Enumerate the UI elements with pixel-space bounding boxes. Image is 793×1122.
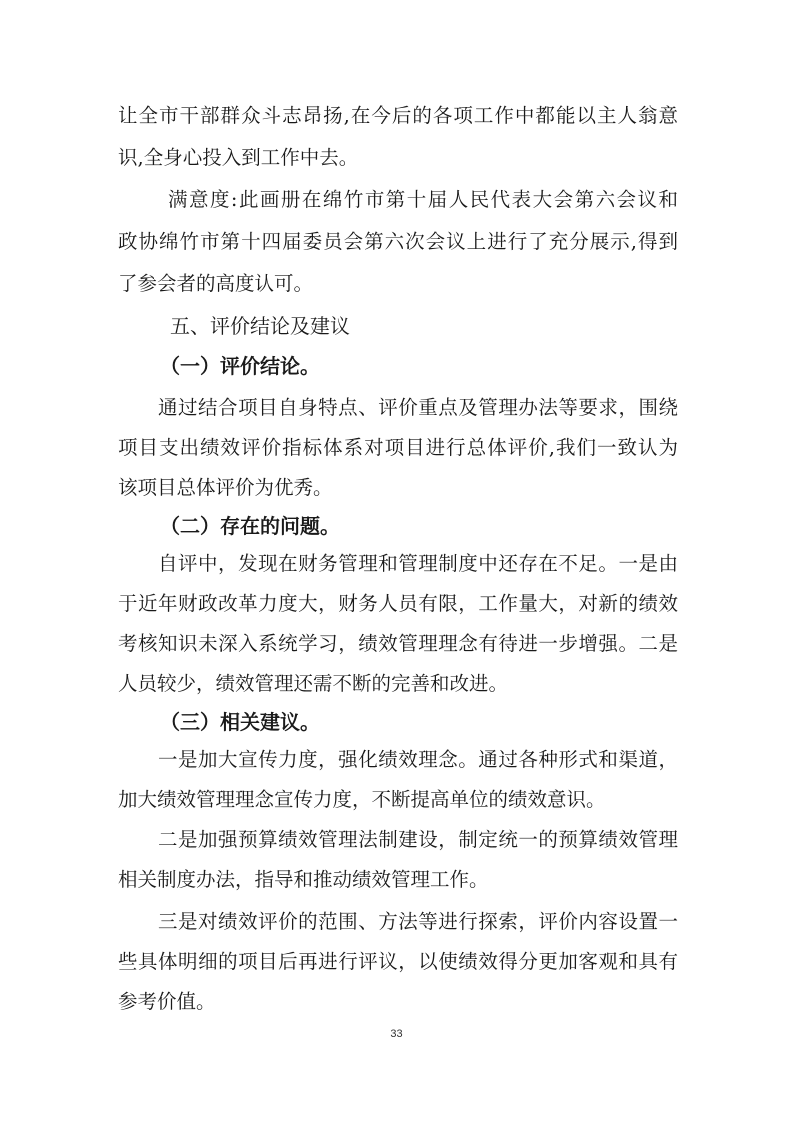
paragraph-line: 相关制度办法，指导和推动绩效管理工作。 [118, 868, 489, 891]
paragraph-line: 满意度:此画册在绵竹市第十届人民代表大会第六会议和 [168, 188, 678, 211]
paragraph-line: 识,全身心投入到工作中去。 [118, 146, 359, 169]
paragraph-line: 了参会者的高度认可。 [118, 272, 314, 295]
paragraph-line: 一是加大宣传力度，强化绩效理念。通过各种形式和渠道， [158, 748, 678, 771]
paragraph-line: 人员较少，绩效管理还需不断的完善和改进。 [118, 672, 509, 695]
section-heading: 五、评价结论及建议 [170, 314, 350, 338]
paragraph-line: 让全市干部群众斗志昂扬,在今后的各项工作中都能以主人翁意 [118, 104, 678, 127]
paragraph-line: 些具体明细的项目后再进行评议，以使绩效得分更加客观和具有 [118, 950, 678, 973]
paragraph-line: 参考价值。 [118, 990, 216, 1013]
paragraph-line: 加大绩效管理理念宣传力度，不断提高单位的绩效意识。 [118, 788, 606, 811]
subsection-heading: （一）评价结论。 [160, 354, 320, 378]
paragraph-line: 该项目总体评价为优秀。 [118, 476, 333, 499]
subsection-heading: （二）存在的问题。 [160, 514, 340, 538]
subsection-heading: （三）相关建议。 [160, 710, 320, 734]
paragraph-line: 考核知识未深入系统学习，绩效管理理念有待进一步增强。二是 [118, 632, 678, 655]
paragraph-line: 政协绵竹市第十四届委员会第六次会议上进行了充分展示,得到 [118, 230, 678, 253]
paragraph-line: 自评中，发现在财务管理和管理制度中还存在不足。一是由 [158, 552, 678, 575]
paragraph-line: 通过结合项目自身特点、评价重点及管理办法等要求，围绕 [158, 396, 678, 419]
paragraph-line: 于近年财政改革力度大，财务人员有限，工作量大，对新的绩效 [118, 592, 678, 615]
page-number: 33 [390, 1028, 403, 1040]
paragraph-line: 二是加强预算绩效管理法制建设，制定统一的预算绩效管理 [158, 828, 678, 851]
paragraph-line: 三是对绩效评价的范围、方法等进行探索，评价内容设置一 [158, 910, 678, 933]
paragraph-line: 项目支出绩效评价指标体系对项目进行总体评价,我们一致认为 [118, 436, 678, 459]
